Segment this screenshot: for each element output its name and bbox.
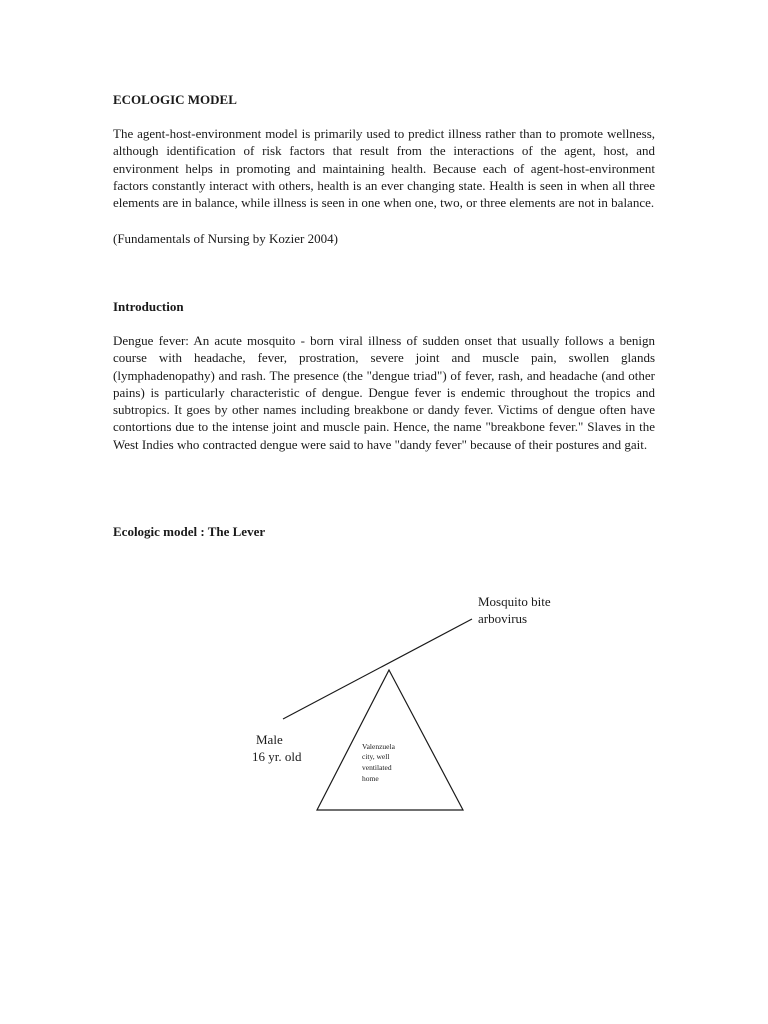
host-label-line1: Male (256, 732, 283, 747)
ecologic-model-paragraph: The agent-host-environment model is primarily used to predict illness rather than to promote wellness, although identification of risk factors that result from the interactions of the agent, host, and environment helps in promoting and maintaining health. Because each of agent-host-environment factors constantly interact with others, health is an ever changing state. Health is seen in when all three elements are in balance, while illness is seen in one when one, two, or three elements are not in balance. (113, 126, 655, 211)
citation: (Fundamentals of Nursing by Kozier 2004) (113, 231, 338, 246)
introduction-heading: Introduction (113, 299, 184, 314)
host-label-line2: 16 yr. old (252, 749, 302, 764)
ecologic-model-heading: ECOLOGIC MODEL (113, 92, 237, 107)
environment-label-line4: home (362, 774, 379, 783)
lever-bar (283, 619, 472, 719)
fulcrum-triangle (317, 670, 463, 810)
environment-label-line1: Valenzuela (362, 742, 395, 751)
environment-label-line3: ventilated (362, 763, 392, 772)
agent-label-line1: Mosquito bite (478, 594, 551, 609)
environment-label-line2: city, well (362, 752, 390, 761)
introduction-paragraph: Dengue fever: An acute mosquito - born viral illness of sudden onset that usually follows a benign course with headache, fever, prostration, severe joint and muscle pain, swollen glands (lymphadenopathy) and rash. The presence (the "dengue triad") of fever, rash, and headache (and other pains) is particularly characteristic of dengue. Dengue fever is endemic throughout the tropics and subtropics. It goes by other names including breakbone or dandy fever. Victims of dengue often have contortions due to the intense joint and muscle pain. Hence, the name "breakbone fever." Slaves in the West Indies who contracted dengue were said to have "dandy fever" because of their postures and gait. (113, 333, 655, 452)
agent-label-line2: arbovirus (478, 611, 528, 626)
lever-heading: Ecologic model : The Lever (113, 524, 266, 539)
